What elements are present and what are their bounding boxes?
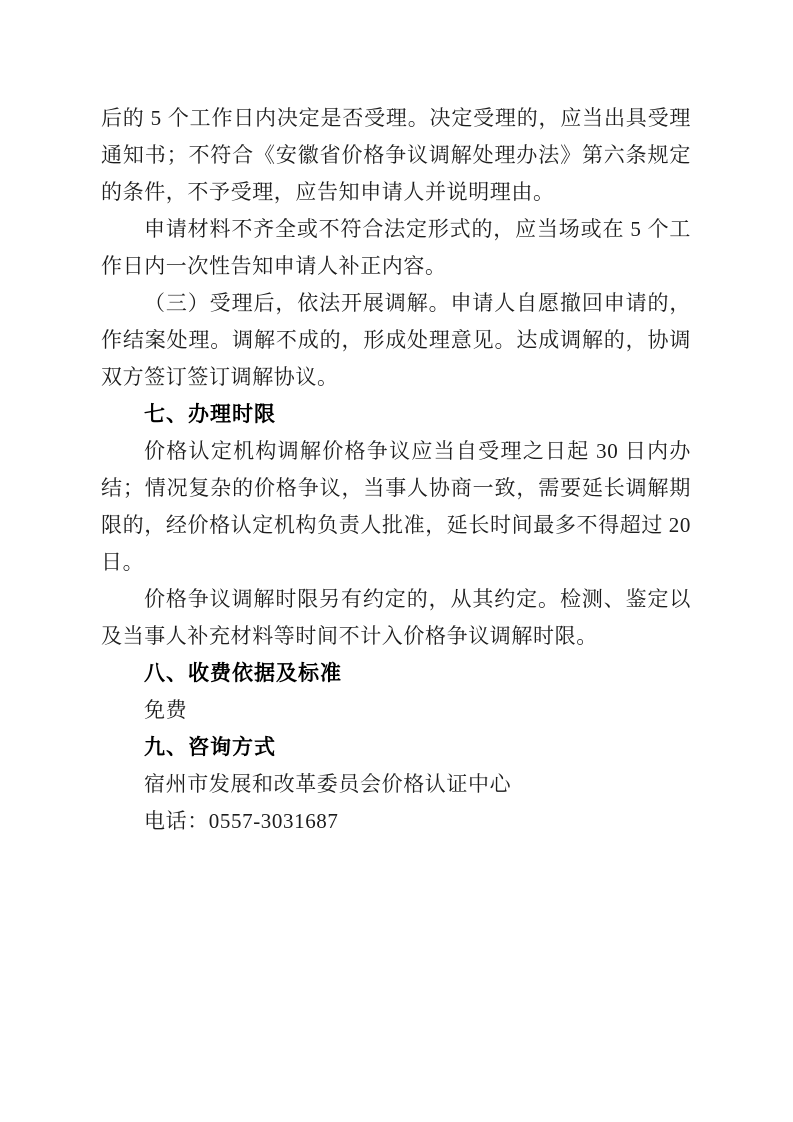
paragraph-time-limit-exceptions: 价格争议调解时限另有约定的，从其约定。检测、鉴定以及当事人补充材料等时间不计入价格争议调解时限。 xyxy=(101,587,691,648)
heading-section-8-fees: 八、收费依据及标准 xyxy=(144,662,342,685)
heading-section-9-consultation: 九、咨询方式 xyxy=(144,736,276,759)
heading-section-7-time-limit: 七、办理时限 xyxy=(144,403,276,426)
paragraph-time-limit-rules: 价格认定机构调解价格争议应当自受理之日起 30 日内办结；情况复杂的价格争议，当事人协商一致，需要延长调解期限的，经价格认定机构负责人批准，延长时间最多不得超过 20 日。 xyxy=(101,439,691,574)
paragraph-supplement-notice: 申请材料不齐全或不符合法定形式的，应当场或在 5 个工作日内一次性告知申请人补正内容。 xyxy=(101,217,691,278)
paragraph-contact-organization: 宿州市发展和改革委员会价格认证中心 xyxy=(144,772,512,796)
paragraph-fee-free: 免费 xyxy=(144,698,188,722)
paragraph-item-three-mediation: （三）受理后，依法开展调解。申请人自愿撤回申请的，作结案处理。调解不成的，形成处理意见。达成调解的，协调双方签订签订调解协议。 xyxy=(101,291,691,389)
paragraph-contact-phone: 电话：0557-3031687 xyxy=(144,809,339,833)
document-text-block xyxy=(101,100,691,840)
paragraph-acceptance-decision: 后的 5 个工作日内决定是否受理。决定受理的，应当出具受理通知书；不符合《安徽省价格争议调解处理办法》第六条规定的条件，不予受理，应告知申请人并说明理由。 xyxy=(101,106,691,204)
